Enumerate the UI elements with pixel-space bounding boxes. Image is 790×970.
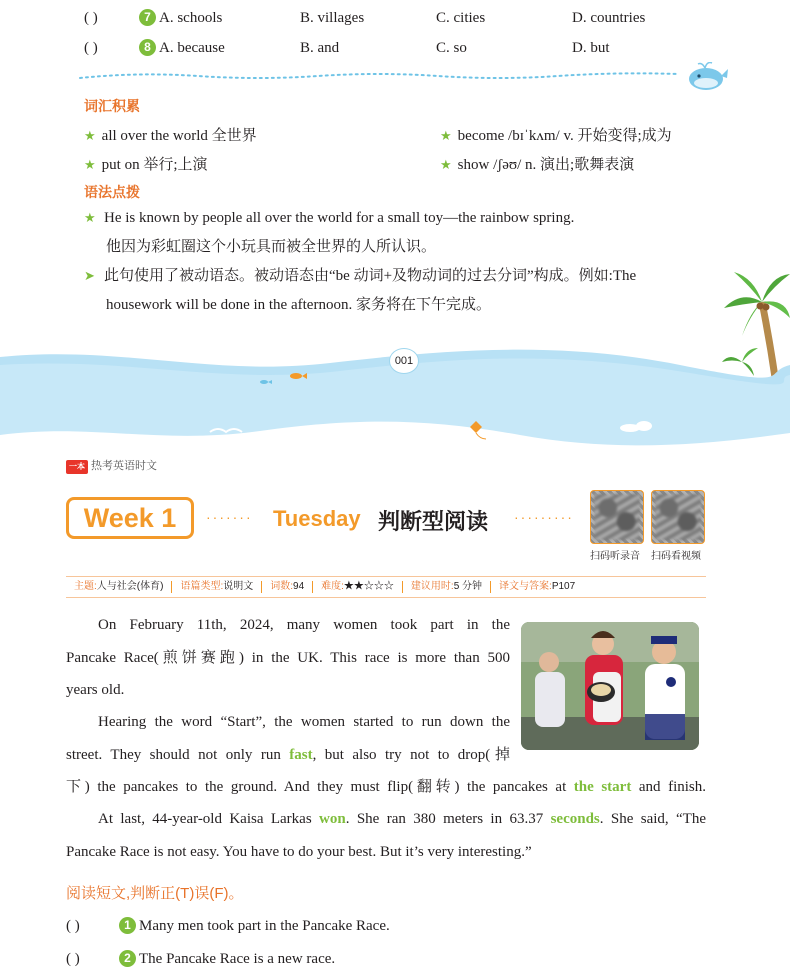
option-row-7 (84, 7, 704, 29)
info-bar (66, 576, 706, 598)
option-c: C. so (436, 40, 467, 56)
article-paragraph-1: On February 11th, 2024, many women took part in the Pancake Race(煎饼赛跑) in the UK. This race is more than 500 years old. (66, 617, 510, 698)
answer-parenthesis[interactable]: ( ) (84, 40, 98, 56)
question-row-2 (66, 948, 335, 970)
star-icon: ★ (84, 158, 96, 173)
grammar-note-line1: 此句使用了被动语态。被动语态由“be 动词+及物动词的过去分词”构成。例如:The (104, 268, 637, 284)
option-b: B. and (300, 40, 340, 56)
wavy-divider (78, 62, 728, 96)
brand-title: 热考英语时文 (91, 460, 157, 472)
vocab-item: ★ become /bɪˈkʌm/ v. 开始变得;成为 (440, 128, 672, 144)
info-topic: 主题:人与社会(体育) (66, 581, 172, 593)
article-paragraph-2: Hearing the word “Start”, the women started to run down the street. They should not only run fast, but also try not to drop(掉 下) the pancakes to the ground. And they must flip(翻转) the pancakes at the start and finish. (66, 714, 707, 795)
star-icon: ★ (440, 158, 452, 173)
option-a: A. because (159, 40, 225, 56)
question-text: Many men took part in the Pancake Race. (139, 918, 390, 934)
question-number-badge: 8 (139, 39, 156, 56)
grammar-example-en: He is known by people all over the world for a small toy—the rainbow spring. (104, 210, 575, 226)
dotted-leader: ······· (206, 509, 253, 525)
qr-code-video[interactable] (651, 490, 705, 544)
grammar-example-zh: 他因为彩虹圈这个小玩具而被全世界的人所认识。 (106, 239, 437, 255)
whale-icon (689, 63, 728, 90)
option-row-8 (84, 37, 704, 59)
star-icon: ★ (440, 129, 452, 144)
questions-instruction: 阅读短文,判断正(T)误(F)。 (66, 885, 244, 902)
qr-caption-video: 扫码看视频 (651, 551, 701, 562)
info-difficulty: 难度:★★☆☆☆ (313, 581, 403, 593)
question-number-badge: 7 (139, 9, 156, 26)
star-icon: ★ (84, 129, 96, 144)
option-d: D. countries (572, 10, 646, 26)
grammar-note (84, 204, 724, 320)
dotted-leader: ········· (514, 509, 574, 525)
brand-logo: 一本 (66, 460, 88, 474)
page-number: 001 (389, 348, 419, 374)
answer-parenthesis[interactable]: ( ) (66, 951, 80, 967)
option-d: D. but (572, 40, 610, 56)
vocab-section-title: 词汇积累 (84, 98, 140, 114)
qr-caption-audio: 扫码听录音 (590, 551, 640, 562)
option-a: A. schools (159, 10, 223, 26)
vocab-item: ★ all over the world 全世界 (84, 128, 257, 144)
grammar-note-line2: housework will be done in the afternoon. 家务将在下午完成。 (106, 297, 491, 313)
grammar-section-title: 语法点拨 (84, 184, 140, 200)
day-label: Tuesday (273, 506, 361, 531)
info-word-count: 词数:94 (262, 581, 313, 593)
article-paragraph-3: At last, 44-year-old Kaisa Larkas won. She ran 380 meters in 63.37 seconds. She said, “The Pancake Race is not easy. You have to do your best. But it’s very interesting.” (66, 811, 706, 860)
week-label: Week 1 (66, 497, 194, 539)
reading-type: 判断型阅读 (378, 509, 489, 534)
qr-code-audio[interactable] (590, 490, 644, 544)
question-text: The Pancake Race is a new race. (139, 951, 336, 967)
info-answer-page: 译文与答案:P107 (499, 581, 576, 592)
option-b: B. villages (300, 10, 365, 26)
brand-header (66, 459, 157, 473)
answer-parenthesis[interactable]: ( ) (66, 918, 80, 934)
option-c: C. cities (436, 10, 486, 26)
answer-parenthesis[interactable]: ( ) (84, 10, 98, 26)
question-number-badge: 1 (119, 917, 136, 934)
arrow-right-icon: ➤ (84, 269, 95, 284)
info-text-type: 语篇类型:说明文 (172, 581, 262, 593)
question-row-1 (66, 915, 390, 937)
vocab-item: ★ put on 举行;上演 (84, 157, 208, 173)
star-icon: ★ (84, 211, 96, 226)
info-time: 建议用时:5 分钟 (403, 581, 491, 593)
question-number-badge: 2 (119, 950, 136, 967)
vocab-item: ★ show /ʃəʊ/ n. 演出;歌舞表演 (440, 157, 635, 173)
